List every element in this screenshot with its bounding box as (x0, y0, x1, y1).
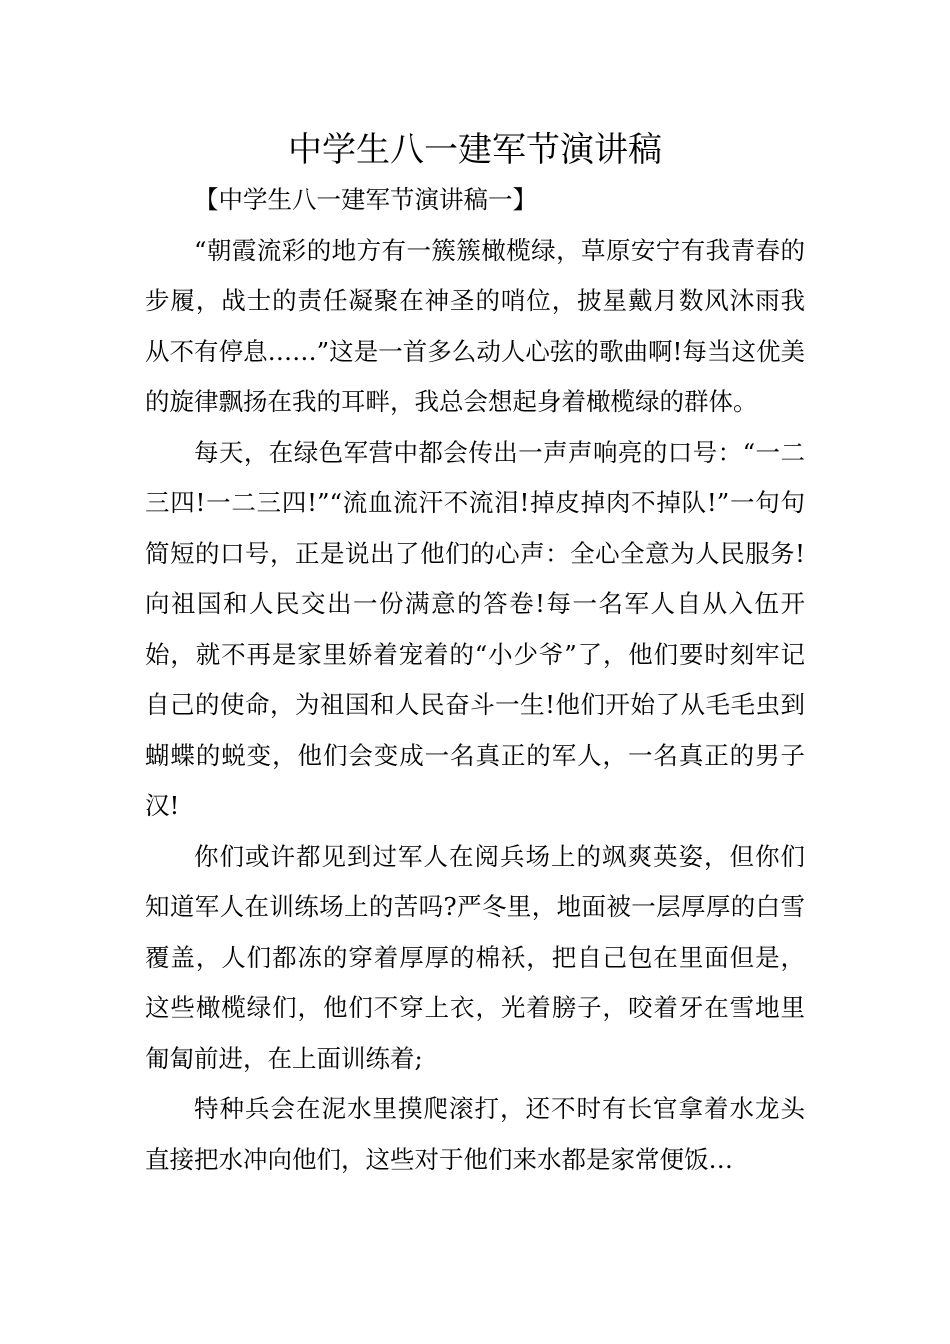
section-heading: 【中学生八一建军节演讲稿一】 (194, 185, 537, 214)
document-body (145, 175, 805, 1185)
paragraph: 你们或许都见到过军人在阅兵场上的飒爽英姿，但你们知道军人在训练场上的苦吗?严冬里，地面被一层厚厚的白雪覆盖，人们都冻的穿着厚厚的棉袄，把自己包在里面但是，这些橄榄绿们，他们不穿上衣，光着膀子，咬着牙在雪地里匍匐前进，在上面训练着; (145, 841, 805, 1073)
document-title: 中学生八一建军节演讲稿 (288, 130, 662, 170)
paragraph: 每天，在绿色军营中都会传出一声声响亮的口号：“一二三四!一二三四!”“流血流汗不流泪!掉皮掉肉不掉队!”一句句简短的口号，正是说出了他们的心声：全心全意为人民服务!向祖国和人民交出一份满意的答卷!每一名军人自从入伍开始，就不再是家里娇着宠着的“小少爷”了，他们要时刻牢记自己的使命，为祖国和人民奋斗一生!他们开始了从毛毛虫到蝴蝶的蜕变，他们会变成一名真正的军人，一名真正的男子汉! (145, 437, 805, 820)
paragraph: “朝霞流彩的地方有一簇簇橄榄绿，草原安宁有我青春的步履，战士的责任凝聚在神圣的哨位，披星戴月数风沐雨我从不有停息……”这是一首多么动人心弦的歌曲啊!每当这优美的旋律飘扬在我的耳畔，我总会想起身着橄榄绿的群体。 (145, 235, 805, 416)
paragraph: 特种兵会在泥水里摸爬滚打，还不时有长官拿着水龙头直接把水冲向他们，这些对于他们来水都是家常便饭… (145, 1094, 805, 1174)
